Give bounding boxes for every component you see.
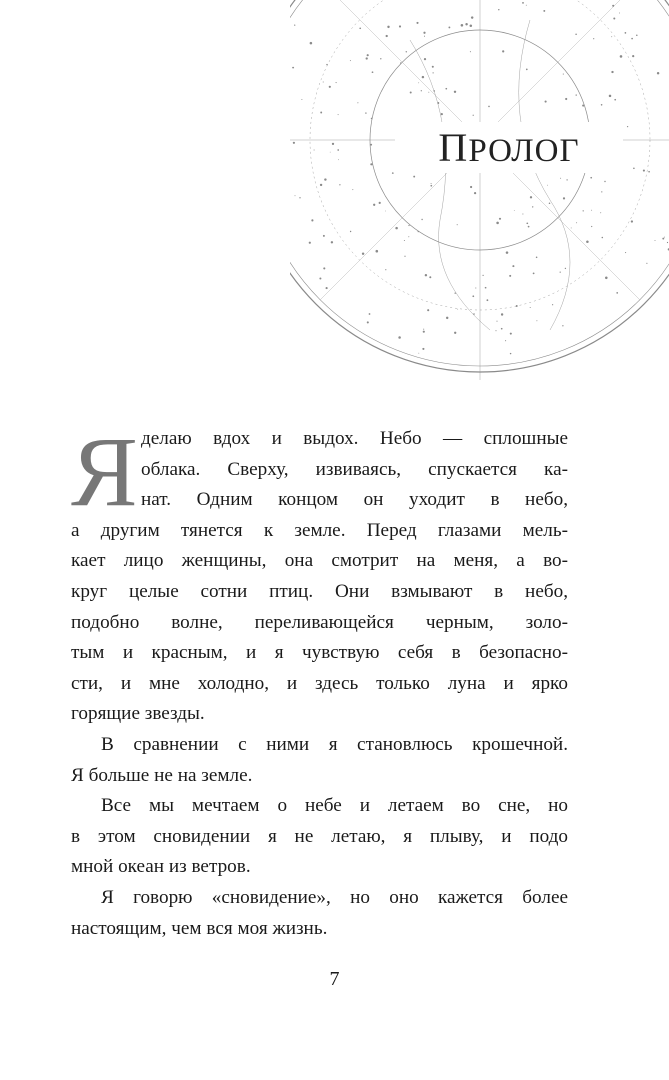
drop-cap: Я [71,416,138,527]
text-line: облака. Сверху, извиваясь, спускается ка- [141,458,568,480]
text-line: кает лицо женщины, она смотрит на меня, а во- [71,550,568,572]
text-line: горящие звезды. [71,703,205,725]
paragraph-3 [71,791,568,883]
body-text [71,416,568,944]
star-chart-illustration [290,0,669,380]
text-line: делаю вдох и выдох. Небо — сплошные [141,428,568,449]
chapter-title-cap: П [438,125,469,170]
text-line: подобно волне, переливающейся черным, золо- [71,611,568,633]
text-line: настоящим, чем вся моя жизнь. [71,917,328,939]
paragraph-4 [71,883,568,944]
chapter-title-rest: РОЛОГ [468,133,580,169]
text-line: нат. Одним концом он уходит в небо, [141,489,568,511]
text-line: Я больше не на земле. [71,764,253,786]
text-line: тым и красным, и я чувствую себя в безопасно- [71,642,568,664]
text-line: круг целые сотни птиц. Они взмывают в небо, [71,580,568,602]
text-line: В сравнении с ними я становлюсь крошечной. [101,733,568,755]
text-line: а другим тянется к земле. Перед глазами мель- [71,519,568,541]
page-number: 7 [329,968,340,990]
paragraph-1 [71,416,568,730]
text-line: Я говорю «сновидение», но оно кажется более [101,886,568,908]
text-line: мной океан из ветров. [71,856,251,878]
text-line: в этом сновидении я не летаю, я плыву, и подо [71,825,568,847]
paragraph-2 [71,730,568,791]
chapter-title [395,122,623,173]
text-line: Все мы мечтаем о небе и летаем во сне, но [101,795,568,817]
text-line: сти, и мне холодно, и здесь только луна и ярко [71,672,568,694]
